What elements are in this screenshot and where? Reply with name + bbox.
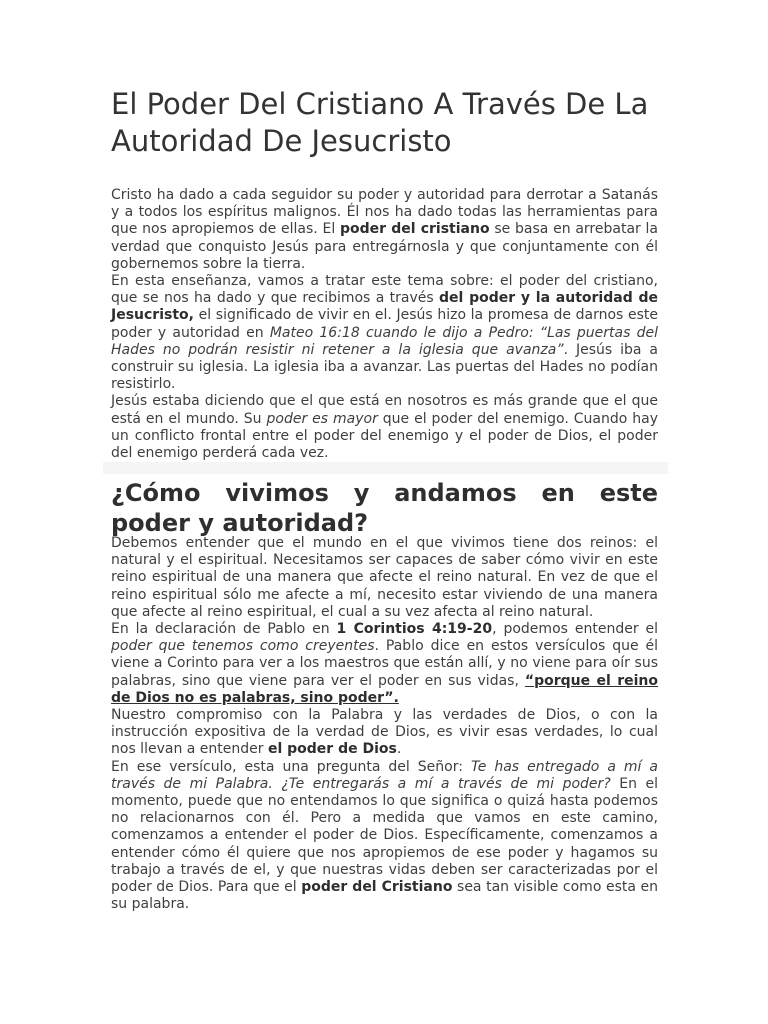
bold-text: el poder de Dios xyxy=(267,741,397,758)
section-heading xyxy=(111,478,658,538)
bold-text: poder del cristiano xyxy=(339,221,490,238)
heading-line: ¿Cómo vivimos y andamos en este xyxy=(111,479,658,507)
paragraph xyxy=(111,273,658,393)
heading-line: poder y autoridad? xyxy=(111,509,369,537)
text-run: sea tan visible como esta en su palabra. xyxy=(111,879,658,913)
text-run: . xyxy=(396,741,402,758)
paragraph xyxy=(111,393,658,462)
divider-band xyxy=(103,462,668,474)
paragraph: Debemos entender que el mundo en el que vivimos tiene dos reinos: el natural y el espiritual. Necesitamos ser capaces de saber cómo vivir en este reino espiritual de una manera que afecte el reino natural. En vez de que el reino espiritual sólo me afecte a mí, necesito estar viviendo de una manera que afecte al reino espiritual, el cual a su vez afecta al reino natural. xyxy=(111,535,658,620)
underlined-quote: “porque el reino de Dios no es palabras, sino poder”. xyxy=(111,672,658,706)
text-run: En la declaración de Pablo en xyxy=(111,621,337,638)
italic-question: Te has entregado a mí a través de mi Palabra. ¿Te entregarás a mí a través de mi poder? xyxy=(111,758,658,792)
bold-text: poder del Cristiano xyxy=(301,879,453,896)
text-run: . Pablo dice en estos versículos que él viene a Corinto para ver a los maestros que están allí, y no viene para oír sus palabras, sino que viene para ver el poder en sus vidas, xyxy=(111,638,659,689)
text-run: . Jesús iba a construir su iglesia. La iglesia iba a avanzar. Las puertas del Hades no podían resistirlo. xyxy=(111,341,658,393)
bold-reference: 1 Corintios 4:19-20 xyxy=(336,621,493,638)
text-run: el significado de vivir en el. Jesús hizo la promesa de darnos este poder y autoridad en xyxy=(111,307,658,341)
text-run: Jesús estaba diciendo que el que está en nosotros es más grande que el que está en el mundo. Su xyxy=(111,393,658,427)
text-run: Cristo ha dado a cada seguidor su poder y autoridad para derrotar a Satanás y a todos los espíritus malignos. Él nos ha dado todas las herramientas para que nos apropiemos de ellas. El xyxy=(111,187,658,238)
text-run: En ese versículo, esta una pregunta del Señor: xyxy=(111,758,471,775)
paragraph xyxy=(111,187,658,273)
paragraph xyxy=(111,707,658,759)
italic-text: poder es mayor xyxy=(266,410,378,427)
text-run: Nuestro compromiso con la Palabra y las verdades de Dios, o con la instrucción expositiva de la verdad de Dios, es vivir esas verdades, lo cual nos llevan a entender xyxy=(111,707,658,758)
bold-text: del poder y la autoridad de Jesucristo, xyxy=(111,290,658,324)
intro-section xyxy=(111,187,658,462)
page-title: El Poder Del Cristiano A Través De La Autoridad De Jesucristo xyxy=(111,87,649,158)
paragraph xyxy=(111,621,658,707)
text-run: que el poder del enemigo. Cuando hay un conflicto frontal entre el poder del enemigo y el poder de Dios, el poder del enemigo perderá cada vez. xyxy=(111,410,659,462)
text-run: se basa en arrebatar la verdad que conquisto Jesús para entregárnosla y que conjuntamente con él gobernemos sobre la tierra. xyxy=(111,221,659,272)
text-run: En esta enseñanza, vamos a tratar este tema sobre: el poder del cristiano, que se nos ha dado y que recibimos a través xyxy=(111,273,658,307)
body-section xyxy=(111,535,658,913)
text-run: En el momento, puede que no entendamos lo que significa o quizá hasta podemos no relacionarnos con él. Pero a medida que vamos en este camino, comenzamos a entender el poder de Dios. Específicamente, comenzamos a entender cómo él quiere que nos apropiemos de ese poder y hagamos su trabajo a través de el, y que nuestras vidas deben ser caracterizadas por el poder de Dios. Para que el xyxy=(111,775,658,896)
italic-quote: Mateo 16:18 cuando le dijo a Pedro: “Las puertas del Hades no podrán resistir ni retener a la iglesia que avanza” xyxy=(111,324,658,358)
text-run: , podemos entender el xyxy=(492,621,659,638)
paragraph xyxy=(111,759,658,914)
italic-text: poder que tenemos como creyentes xyxy=(111,638,375,655)
